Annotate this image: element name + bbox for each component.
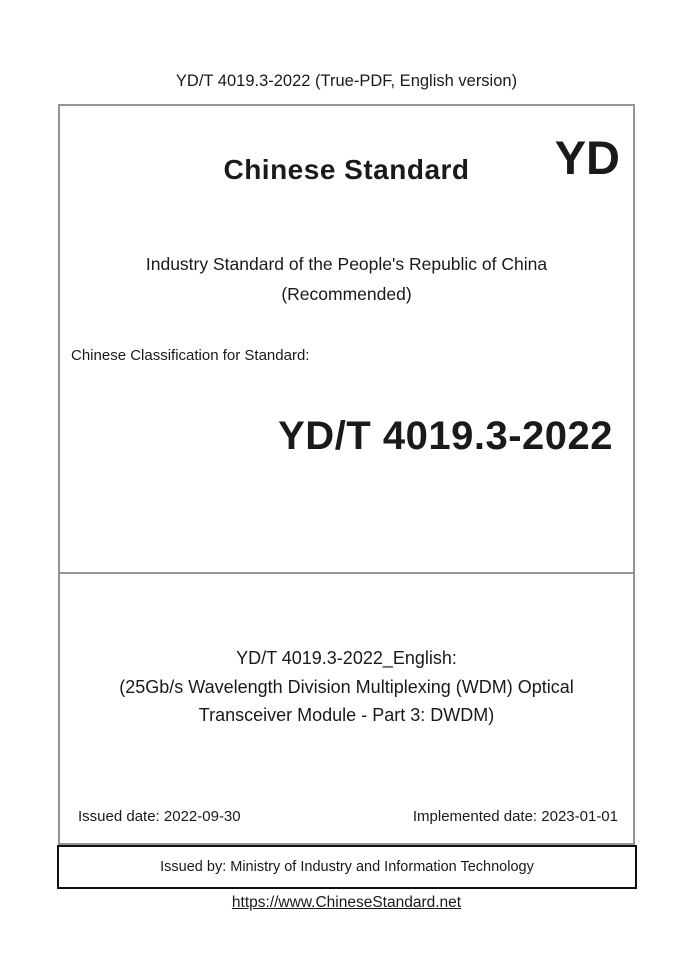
standard-cover-box [58,104,635,845]
english-title-line3: Transceiver Module - Part 3: DWDM) [198,705,495,725]
english-title-line2: (25Gb/s Wavelength Division Multiplexing (WDM) Optical [119,676,574,697]
implemented-date: Implemented date: 2023-01-01 [412,808,618,825]
standard-type-line2: (Recommended) [281,284,412,304]
issued-by-box [57,845,637,889]
english-title-block [60,644,633,730]
document-header-title: YD/T 4019.3-2022 (True-PDF, English version) [175,72,518,90]
brand-title: Chinese Standard [223,154,470,185]
standard-type-block [60,249,633,309]
standard-type-line1: Industry Standard of the People's Republic of China [145,254,548,274]
standard-number: YD/T 4019.3-2022 [278,414,613,458]
section-divider [60,572,633,574]
issued-date: Issued date: 2022-09-30 [78,808,241,825]
issued-by-text: Issued by: Ministry of Industry and Information Technology [160,859,534,875]
standard-code-logo: YD [554,131,620,184]
dates-row [60,808,633,825]
classification-label: Chinese Classification for Standard: [71,347,310,364]
footer-link-row [0,894,693,912]
english-title-line1: YD/T 4019.3-2022_English: [236,648,457,668]
website-link[interactable]: https://www.ChineseStandard.net [231,894,462,911]
